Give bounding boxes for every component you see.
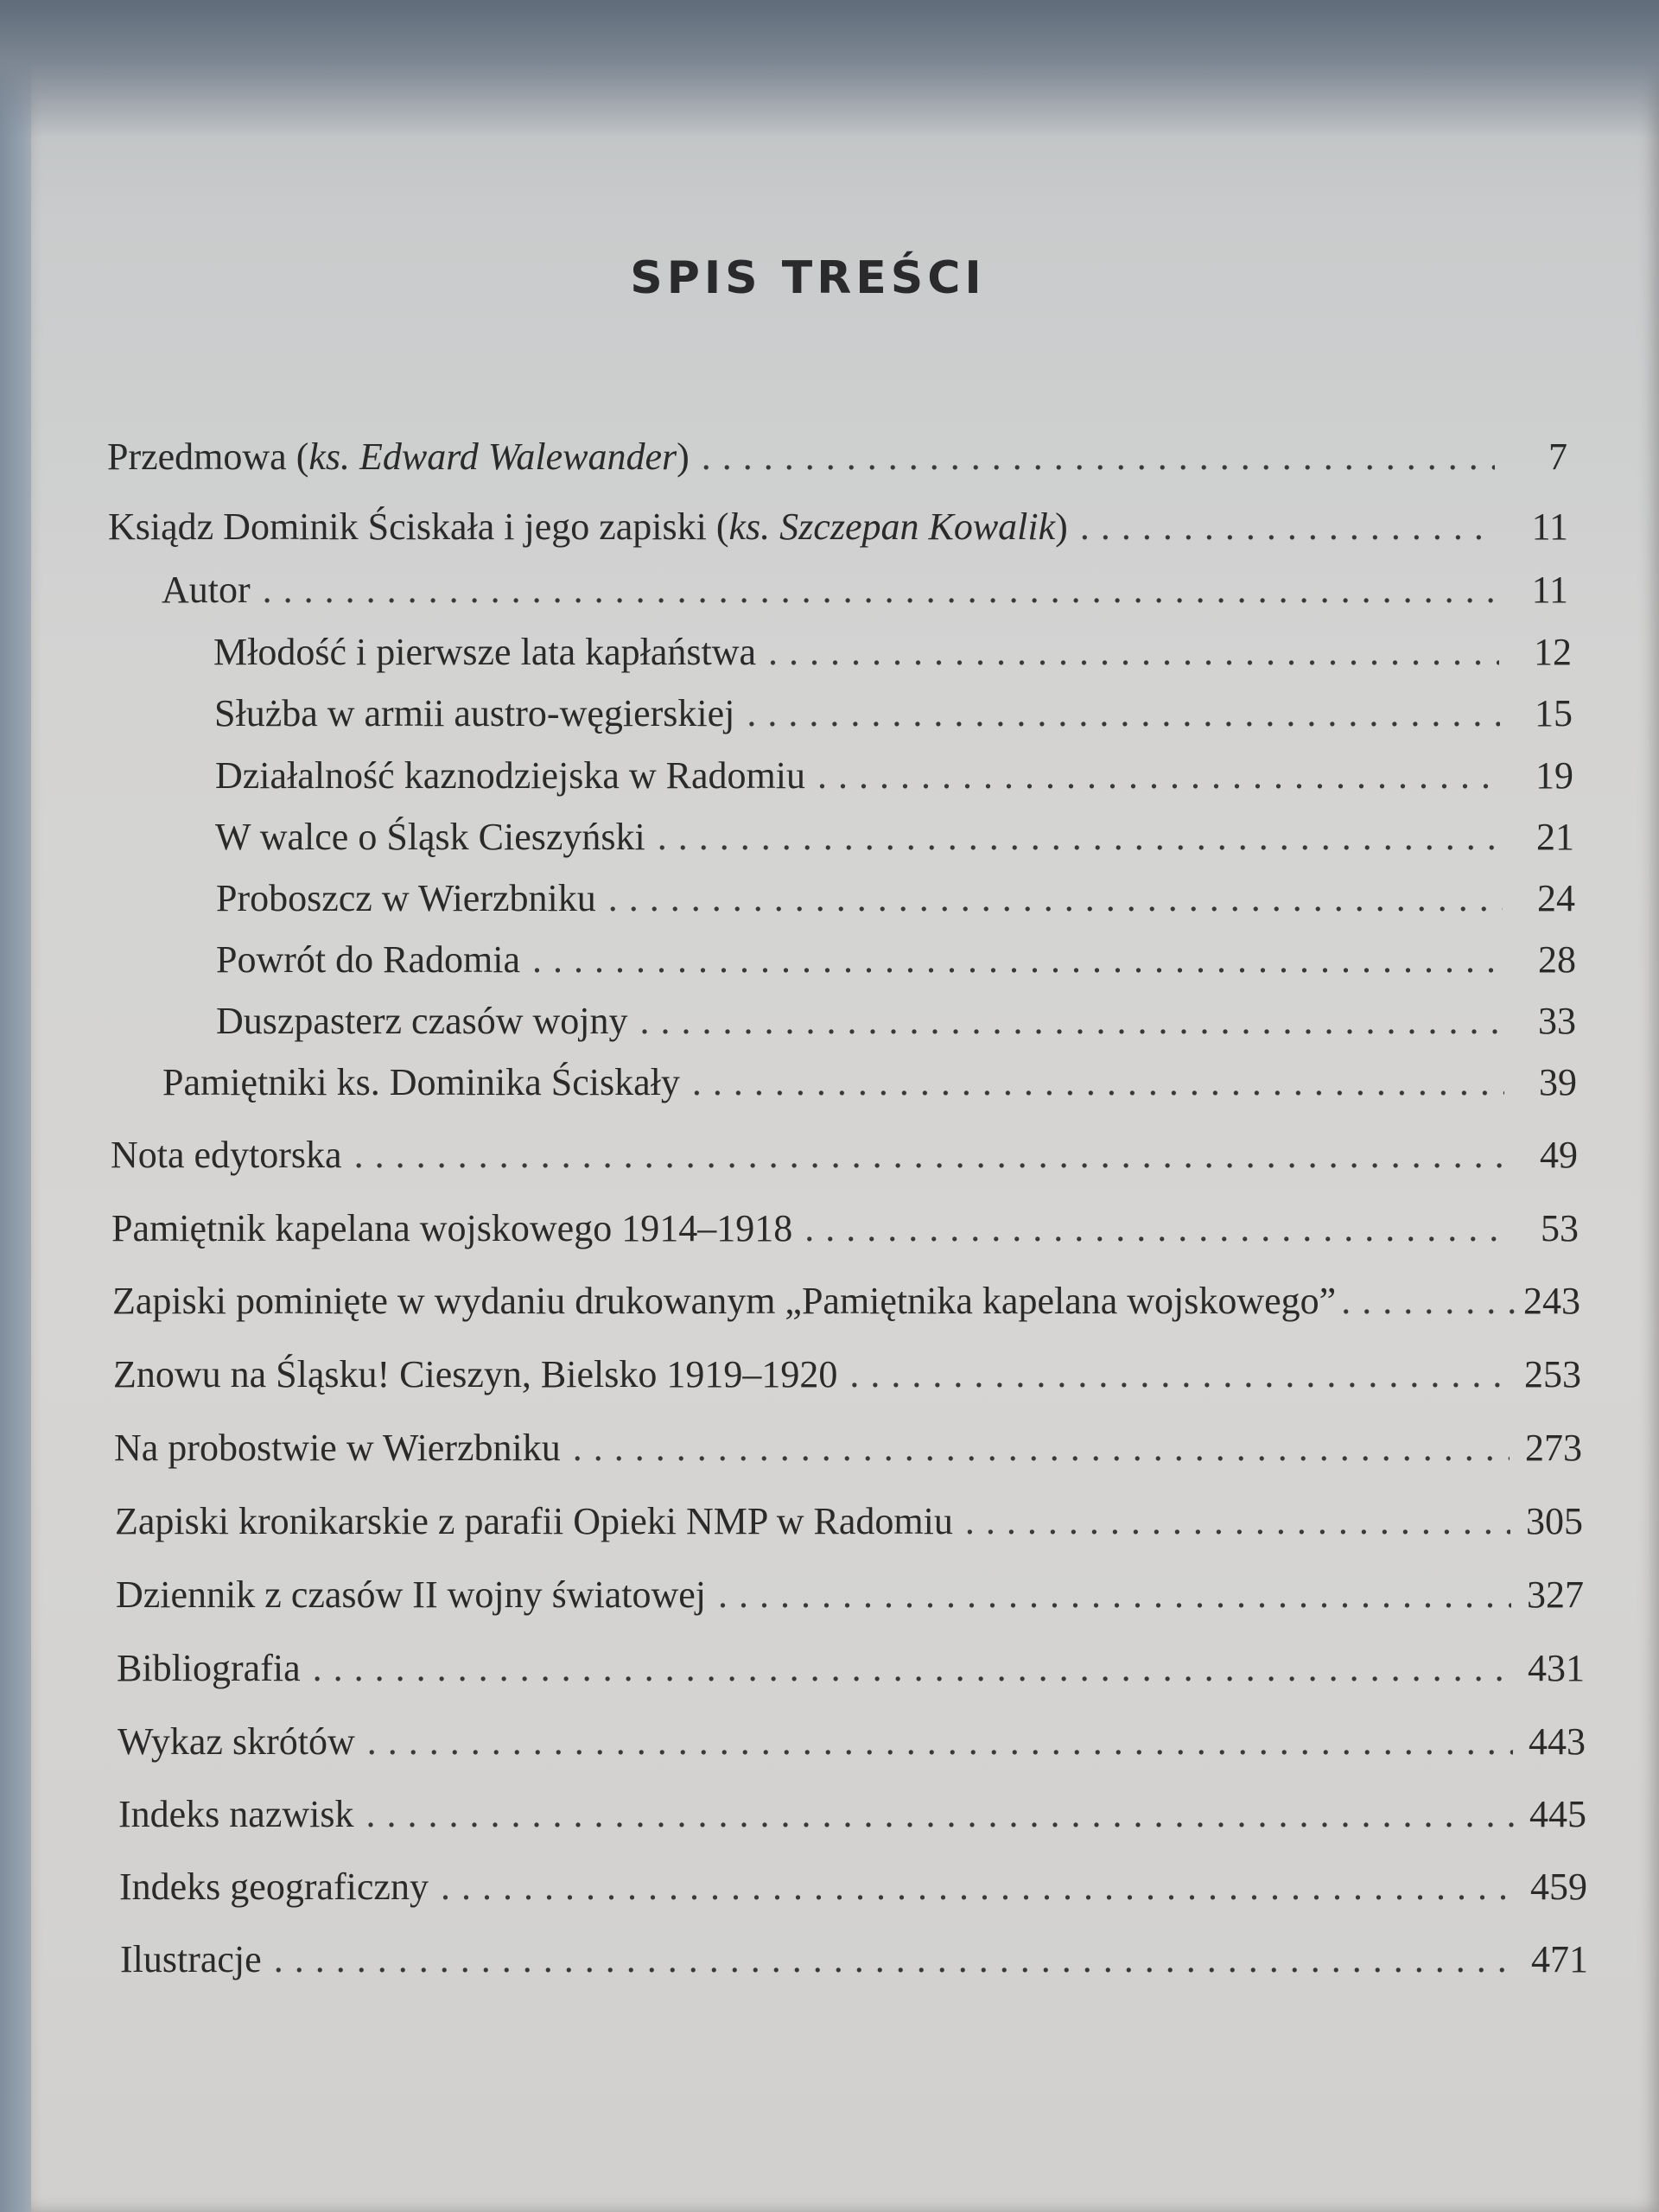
dot-leader — [640, 999, 1503, 1043]
dot-leader — [747, 691, 1500, 735]
toc-entry-label: Znowu na Śląsku! Cieszyn, Bielsko 1919–1920 — [113, 1353, 838, 1395]
toc-entry-duszpasterz — [216, 999, 1576, 1043]
toc-entry-znowu-na-slasku — [113, 1352, 1581, 1396]
toc-entry-ksiadz-dominik — [108, 505, 1568, 549]
toc-page-number: 445 — [1529, 1793, 1586, 1835]
toc-entry-label: Nota edytorska — [111, 1134, 342, 1176]
toc-page-number: 459 — [1530, 1866, 1587, 1908]
toc-page-number: 49 — [1540, 1134, 1578, 1176]
toc-page-number: 273 — [1525, 1427, 1582, 1469]
toc-page-number: 11 — [1531, 505, 1568, 548]
toc-page-number: 11 — [1531, 569, 1568, 611]
dot-leader — [367, 1719, 1513, 1764]
toc-entry-zapiski-kronikarskie — [115, 1499, 1583, 1543]
toc-entry-label: Duszpasterz czasów wojny — [216, 1000, 628, 1042]
dot-leader — [366, 1792, 1515, 1836]
dot-leader — [804, 1206, 1506, 1250]
dot-leader — [532, 938, 1503, 982]
toc-entry-pamietnik-kapelana — [111, 1206, 1579, 1250]
toc-entry-label: Autor — [162, 569, 251, 611]
dot-leader — [965, 1499, 1510, 1543]
toc-page-number: 471 — [1531, 1938, 1588, 1980]
toc-entry-label: Ilustracje — [120, 1938, 262, 1980]
toc-entry-zapiski-pominiete — [112, 1279, 1580, 1323]
toc-page-number: 39 — [1539, 1061, 1577, 1103]
dot-leader — [441, 1865, 1515, 1909]
toc-entry-label: Służba w armii austro-węgierskiej — [214, 692, 735, 734]
toc-entry-label: Pamiętniki ks. Dominika Ściskały — [162, 1061, 680, 1103]
toc-page-number: 28 — [1538, 938, 1576, 981]
page-title: SPIS TREŚCI — [630, 252, 986, 304]
dot-leader — [274, 1937, 1516, 1981]
toc-entry-indeks-geograficzny — [119, 1865, 1587, 1909]
toc-entry-label: Młodość i pierwsze lata kapłaństwa — [213, 631, 757, 673]
toc-entry-label: Proboszcz w Wierzbniku — [216, 877, 596, 919]
toc-entry-label: Bibliografia — [117, 1647, 301, 1689]
toc-entry-label: Przedmowa (ks. Edward Walewander) — [107, 435, 690, 478]
toc-entry-proboszcz — [216, 876, 1575, 920]
toc-entry-ilustracje — [120, 1937, 1588, 1981]
toc-entry-pamietniki — [162, 1060, 1577, 1104]
toc-page-number: 327 — [1527, 1573, 1584, 1616]
toc-entry-autor — [162, 568, 1568, 612]
dot-leader — [718, 1573, 1511, 1617]
toc-entry-przedmowa — [107, 435, 1567, 479]
dot-leader — [354, 1133, 1505, 1177]
toc-page-number: 53 — [1541, 1207, 1579, 1249]
dot-leader — [608, 876, 1503, 920]
dot-leader — [1341, 1279, 1515, 1323]
toc-page-number: 24 — [1537, 877, 1575, 919]
toc-page-number: 431 — [1528, 1647, 1585, 1689]
book-spine-edge — [0, 0, 35, 2212]
toc-entry-label: Indeks nazwisk — [118, 1793, 354, 1835]
toc-entry-nota-edytorska — [111, 1133, 1578, 1177]
book-page — [31, 0, 1659, 2212]
toc-entry-label: Na probostwie w Wierzbniku — [114, 1427, 561, 1469]
toc-page-number: 33 — [1538, 1000, 1576, 1042]
dot-leader — [702, 435, 1495, 479]
toc-entry-label: W walce o Śląsk Cieszyński — [215, 816, 645, 858]
toc-entry-wykaz-skrotow — [118, 1719, 1586, 1764]
dot-leader — [692, 1060, 1504, 1104]
toc-page-number: 21 — [1536, 816, 1574, 858]
toc-page-number: 253 — [1524, 1353, 1581, 1395]
toc-page-number: 19 — [1535, 754, 1573, 797]
dot-leader — [1080, 505, 1496, 549]
toc-entry-label: Wykaz skrótów — [118, 1720, 355, 1763]
toc-entry-sluzba — [214, 691, 1573, 735]
toc-entry-label: Zapiski kronikarskie z parafii Opieki NMP w Radomiu — [115, 1500, 953, 1542]
toc-entry-powrot — [216, 938, 1576, 982]
dot-leader — [573, 1426, 1510, 1470]
toc-entry-dziennik — [116, 1573, 1584, 1617]
toc-entry-label: Indeks geograficzny — [119, 1866, 429, 1908]
toc-page-number: 15 — [1535, 692, 1573, 734]
dot-leader — [768, 630, 1499, 674]
toc-entry-bibliografia — [117, 1646, 1585, 1690]
toc-entry-label: Dziennik z czasów II wojny światowej — [116, 1573, 707, 1616]
dot-leader — [263, 568, 1496, 612]
toc-page-number: 7 — [1548, 435, 1567, 478]
toc-entry-label: Ksiądz Dominik Ściskała i jego zapiski (ks. Szczepan Kowalik) — [108, 505, 1068, 548]
dot-leader — [849, 1352, 1509, 1396]
toc-entry-indeks-nazwisk — [118, 1792, 1586, 1836]
toc-entry-label: Pamiętnik kapelana wojskowego 1914–1918 — [111, 1207, 793, 1249]
toc-page-number: 443 — [1529, 1720, 1586, 1763]
toc-page-number: 305 — [1526, 1500, 1583, 1542]
dot-leader — [817, 753, 1501, 798]
toc-entry-label: Powrót do Radomia — [216, 938, 520, 981]
toc-entry-na-probostwie — [114, 1426, 1582, 1470]
toc-entry-label: Działalność kaznodziejska w Radomiu — [215, 754, 806, 797]
dot-leader — [313, 1646, 1512, 1690]
toc-page-number: 243 — [1523, 1280, 1580, 1322]
toc-entry-label: Zapiski pominięte w wydaniu drukowanym „Pamiętnika kapelana wojskowego” — [112, 1280, 1337, 1322]
table-of-contents — [31, 0, 1659, 2212]
toc-page-number: 12 — [1534, 631, 1572, 673]
toc-entry-dzialalnosc — [215, 753, 1573, 798]
toc-entry-w-walce — [215, 815, 1574, 859]
dot-leader — [658, 815, 1502, 859]
toc-entry-mlodosc — [213, 630, 1572, 674]
